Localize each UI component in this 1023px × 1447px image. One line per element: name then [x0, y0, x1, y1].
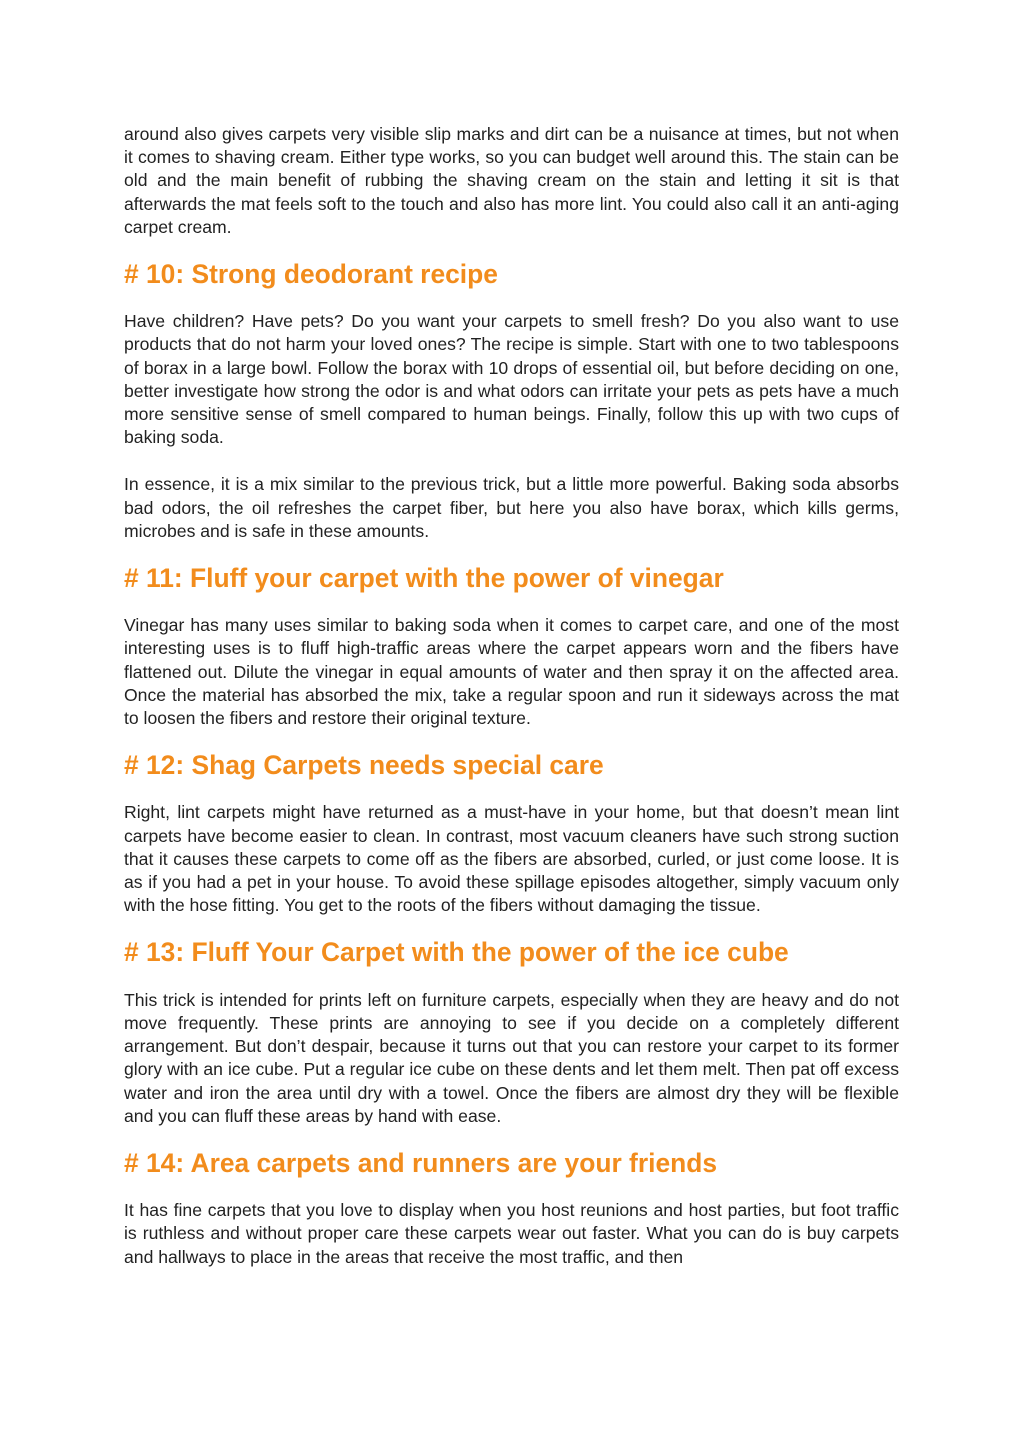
paragraph-area-carpets: It has fine carpets that you love to display when you host reunions and host parties, but foot traffic is ruthless and without proper care these carpets wear out faster. What you can do is buy carpets and hallways to place in the areas that receive the most traffic, and then [124, 1200, 899, 1267]
heading-tip-10: # 10: Strong deodorant recipe [124, 259, 498, 290]
heading-tip-13: # 13: Fluff Your Carpet with the power of the ice cube [124, 937, 789, 968]
document-page [124, 123, 899, 1293]
paragraph-deodorant-essence: In essence, it is a mix similar to the previous trick, but a little more powerful. Baking soda absorbs bad odors, the oil refreshes the carpet fiber, but here you also have borax, which kills germs, microbes and is safe in these amounts. [124, 474, 899, 541]
paragraph-ice-cube: This trick is intended for prints left on furniture carpets, especially when they are heavy and do not move frequently. These prints are annoying to see if you decide on a completely different arrangement. But don’t despair, because it turns out that you can restore your carpet to its former glory with an ice cube. Put a regular ice cube on these dents and let them melt. Then pat off excess water and iron the area until dry with a towel. Once the fibers are almost dry they will be flexible and you can fluff these areas by hand with ease. [124, 989, 899, 1126]
heading-tip-12: # 12: Shag Carpets needs special care [124, 750, 604, 781]
heading-tip-14: # 14: Area carpets and runners are your friends [124, 1147, 718, 1178]
paragraph-shaving-cream-continued: around also gives carpets very visible slip marks and dirt can be a nuisance at times, but not when it comes to shaving cream. Either type works, so you can budget well around this. The stain can be old and the main benefit of rubbing the shaving cream on the stain and letting it sit is that afterwards the mat feels soft to the touch and also has more lint. You could also call it an anti-aging carpet cream. [124, 124, 899, 237]
paragraph-vinegar: Vinegar has many uses similar to baking soda when it comes to carpet care, and one of the most interesting uses is to fluff high-traffic areas where the carpet appears worn and the fibers have flattened out. Dilute the vinegar in equal amounts of water and then spray it on the affected area. Once the material has absorbed the mix, take a regular spoon and run it sideways across the mat to loosen the fibers and restore their original texture. [124, 615, 899, 729]
paragraph-deodorant-recipe: Have children? Have pets? Do you want your carpets to smell fresh? Do you also want to use products that do not harm your loved ones? The recipe is simple. Start with one to two tablespoons of borax in a large bowl. Follow the borax with 10 drops of essential oil, but before deciding on one, better investigate how strong the odor is and what odors can irritate your pets as pets have a much more sensitive sense of smell compared to human beings. Finally, follow this up with two cups of baking soda. [124, 311, 899, 448]
paragraph-shag-carpets: Right, lint carpets might have returned as a must-have in your home, but that doesn’t mean lint carpets have become easier to clean. In contrast, most vacuum cleaners have such strong suction that it causes these carpets to come off as the fibers are absorbed, curled, or just come loose. It is as if you had a pet in your house. To avoid these spillage episodes altogether, simply vacuum only with the hose fitting. You get to the roots of the fibers without damaging the tissue. [124, 802, 899, 916]
heading-tip-11: # 11: Fluff your carpet with the power of vinegar [124, 563, 724, 594]
